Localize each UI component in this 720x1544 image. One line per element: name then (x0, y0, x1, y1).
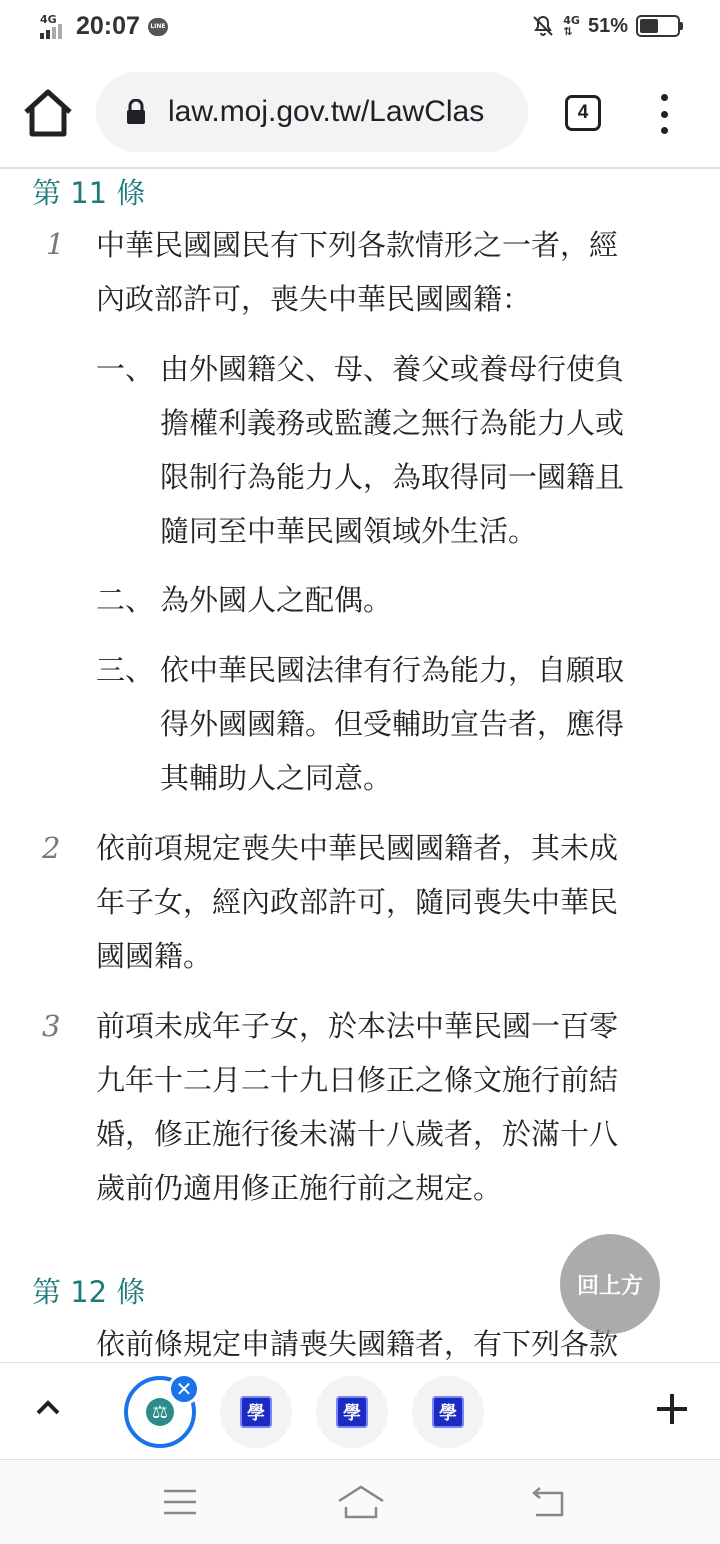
item-marker: 二、 (96, 583, 155, 617)
overflow-menu-icon[interactable] (652, 94, 676, 134)
mobile-data-icon: 4G ⇅ (563, 14, 580, 38)
moe-dict-favicon-icon: 學 (432, 1396, 464, 1428)
list-item: 三、 依中華民國法律有行為能力，自願取 得外國國籍。但受輔助宣告者，應得 其輔助人之同意。 (96, 643, 686, 805)
battery-icon (636, 15, 680, 37)
tab-count: 4 (577, 102, 589, 123)
system-nav-bar (0, 1461, 720, 1544)
close-tab-icon[interactable]: ✕ (168, 1373, 200, 1405)
address-bar[interactable] (96, 72, 528, 152)
battery-fill (640, 19, 658, 33)
status-right (531, 14, 680, 38)
tab-switcher-button[interactable] (565, 95, 601, 131)
moe-dict-favicon-icon: 學 (240, 1396, 272, 1428)
status-bar (0, 0, 720, 58)
url-text[interactable]: law.moj.gov.tw/LawClas (168, 95, 485, 128)
nav-back-icon[interactable] (528, 1485, 568, 1519)
article-12-paragraph: 依前條規定申請喪失國籍者，有下列各款 (96, 1327, 619, 1361)
cellular-signal-icon (38, 13, 70, 41)
home-icon[interactable] (22, 88, 74, 138)
paragraph-1: 中華民國國民有下列各款情形之一者，經 內政部許可，喪失中華民國國籍： (96, 228, 619, 316)
list-item: 一、 由外國籍父、母、養父或養母行使負 擔權利義務或監護之無行為能力人或 限制行為能力人，為取得同一國籍且 隨同至中華民國領域外生活。 (96, 342, 686, 558)
article-12-title: 第 12 條 (32, 1275, 146, 1309)
paragraph-2: 依前項規定喪失中華民國國籍者，其未成 年子女，經內政部許可，隨同喪失中華民 國國籍。 (96, 831, 619, 973)
notifications-muted-icon (531, 14, 555, 38)
new-tab-plus-icon[interactable] (652, 1389, 692, 1429)
battery-percent: 51% (587, 14, 628, 37)
back-to-top-button[interactable]: 回上方 (560, 1234, 660, 1334)
moe-dict-favicon-icon: 學 (336, 1396, 368, 1428)
tab-moe-dict-2[interactable] (316, 1376, 388, 1448)
nav-home-icon[interactable] (336, 1483, 386, 1521)
article-11-title: 第 11 條 (32, 176, 146, 210)
recent-apps-icon[interactable] (160, 1487, 200, 1517)
lock-icon[interactable] (126, 99, 146, 125)
clock: 20:07 (76, 12, 140, 40)
line-notification-icon: LINE (148, 18, 168, 36)
tab-moe-dict-3[interactable] (412, 1376, 484, 1448)
law-moj-favicon-icon: ⚖ (146, 1398, 174, 1426)
tab-strip (0, 1362, 720, 1460)
network-type-label: 4G (40, 12, 57, 26)
page-content (0, 169, 720, 1362)
item-marker: 一、 (96, 352, 155, 386)
list-item: 二、 為外國人之配偶。 (96, 573, 686, 627)
chevron-up-icon[interactable] (32, 1395, 64, 1419)
paragraph-3: 前項未成年子女，於本法中華民國一百零 九年十二月二十九日修正之條文施行前結 婚，修正施行後未滿十八歲者，於滿十八 歲前仍適用修正施行前之規定。 (96, 1009, 619, 1205)
paragraph-number: 2 (42, 831, 61, 865)
tab-moe-dict-1[interactable] (220, 1376, 292, 1448)
status-left (38, 12, 168, 41)
paragraph-number: 1 (46, 227, 65, 261)
browser-toolbar (0, 58, 720, 168)
paragraph-number: 3 (42, 1009, 61, 1043)
item-marker: 三、 (96, 653, 155, 687)
